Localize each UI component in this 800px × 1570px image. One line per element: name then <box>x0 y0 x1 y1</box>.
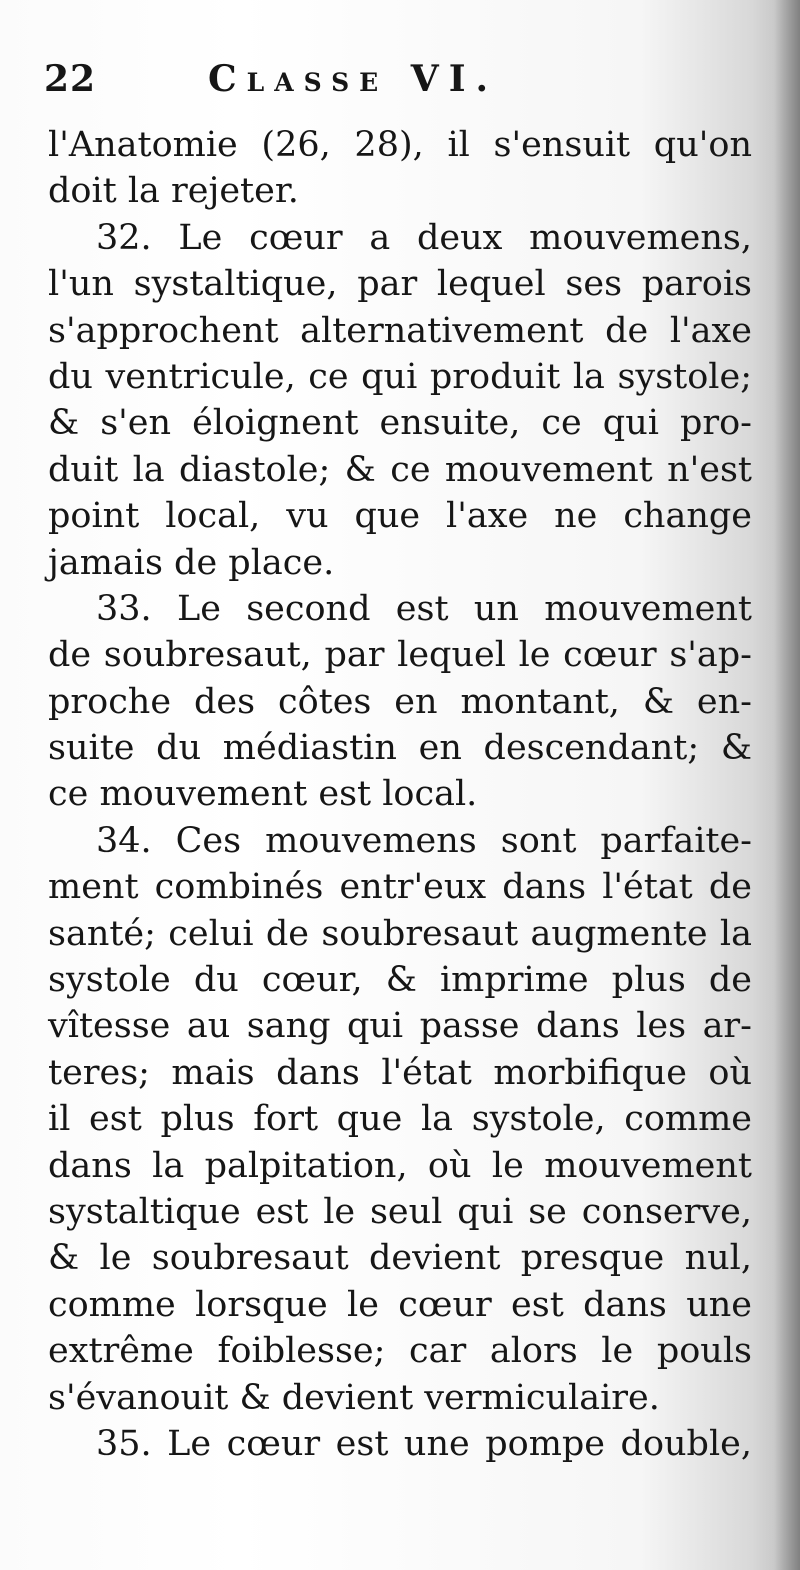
text-line: systole du cœur, & imprime plus de <box>48 960 752 1001</box>
text-line: 32. Le cœur a deux mouvemens, <box>96 217 752 258</box>
text-line: comme lorsque le cœur est dans une <box>48 1284 752 1325</box>
text-line: 34. Ces mouvemens sont parfaite- <box>96 820 752 861</box>
text-line: ce mouvement est local. <box>48 774 478 815</box>
text-line: vîtesse au sang qui passe dans les ar- <box>48 1006 752 1047</box>
text-line: dans la palpitation, où le mouvement <box>48 1145 752 1186</box>
text-line: l'un systaltique, par lequel ses parois <box>48 264 752 305</box>
text-line: santé; celui de soubresaut augmente la <box>48 913 752 954</box>
text-line: s'évanouit & devient vermiculaire. <box>48 1377 660 1418</box>
page-edge-shadow <box>774 0 800 1570</box>
text-line: 35. Le cœur est une pompe double, <box>96 1423 752 1464</box>
text-line: & s'en éloignent ensuite, ce qui pro- <box>48 403 752 444</box>
page-header <box>44 58 764 106</box>
text-line: & le soubresaut devient presque nul, <box>48 1238 752 1279</box>
text-line: proche des côtes en montant, & en- <box>48 681 752 722</box>
body-text <box>48 122 752 1467</box>
text-line: extrême foiblesse; car alors le pouls <box>48 1331 752 1372</box>
text-line: point local, vu que l'axe ne change <box>48 496 752 537</box>
text-line: du ventricule, ce qui produit la systole; <box>48 356 752 397</box>
text-line: jamais de place. <box>48 542 335 583</box>
text-line: il est plus fort que la systole, comme <box>48 1099 752 1140</box>
text-line: 33. Le second est un mouvement <box>96 588 752 629</box>
text-line: s'approchent alternativement de l'axe <box>48 310 752 351</box>
text-line: systaltique est le seul qui se conserve, <box>48 1191 752 1232</box>
text-line: l'Anatomie (26, 28), il s'ensuit qu'on <box>48 125 752 165</box>
text-line: ment combinés entr'eux dans l'état de <box>48 867 752 908</box>
running-head: Classe VI. <box>208 58 499 100</box>
text-line: duit la diastole; & ce mouvement n'est <box>48 449 752 490</box>
text-line: doit la rejeter. <box>48 171 299 212</box>
text-line: teres; mais dans l'état morbifique où <box>48 1052 752 1093</box>
page-number: 22 <box>44 58 97 100</box>
text-line: de soubresaut, par lequel le cœur s'ap- <box>48 635 752 676</box>
text-line: suite du médiastin en descendant; & <box>48 728 752 769</box>
